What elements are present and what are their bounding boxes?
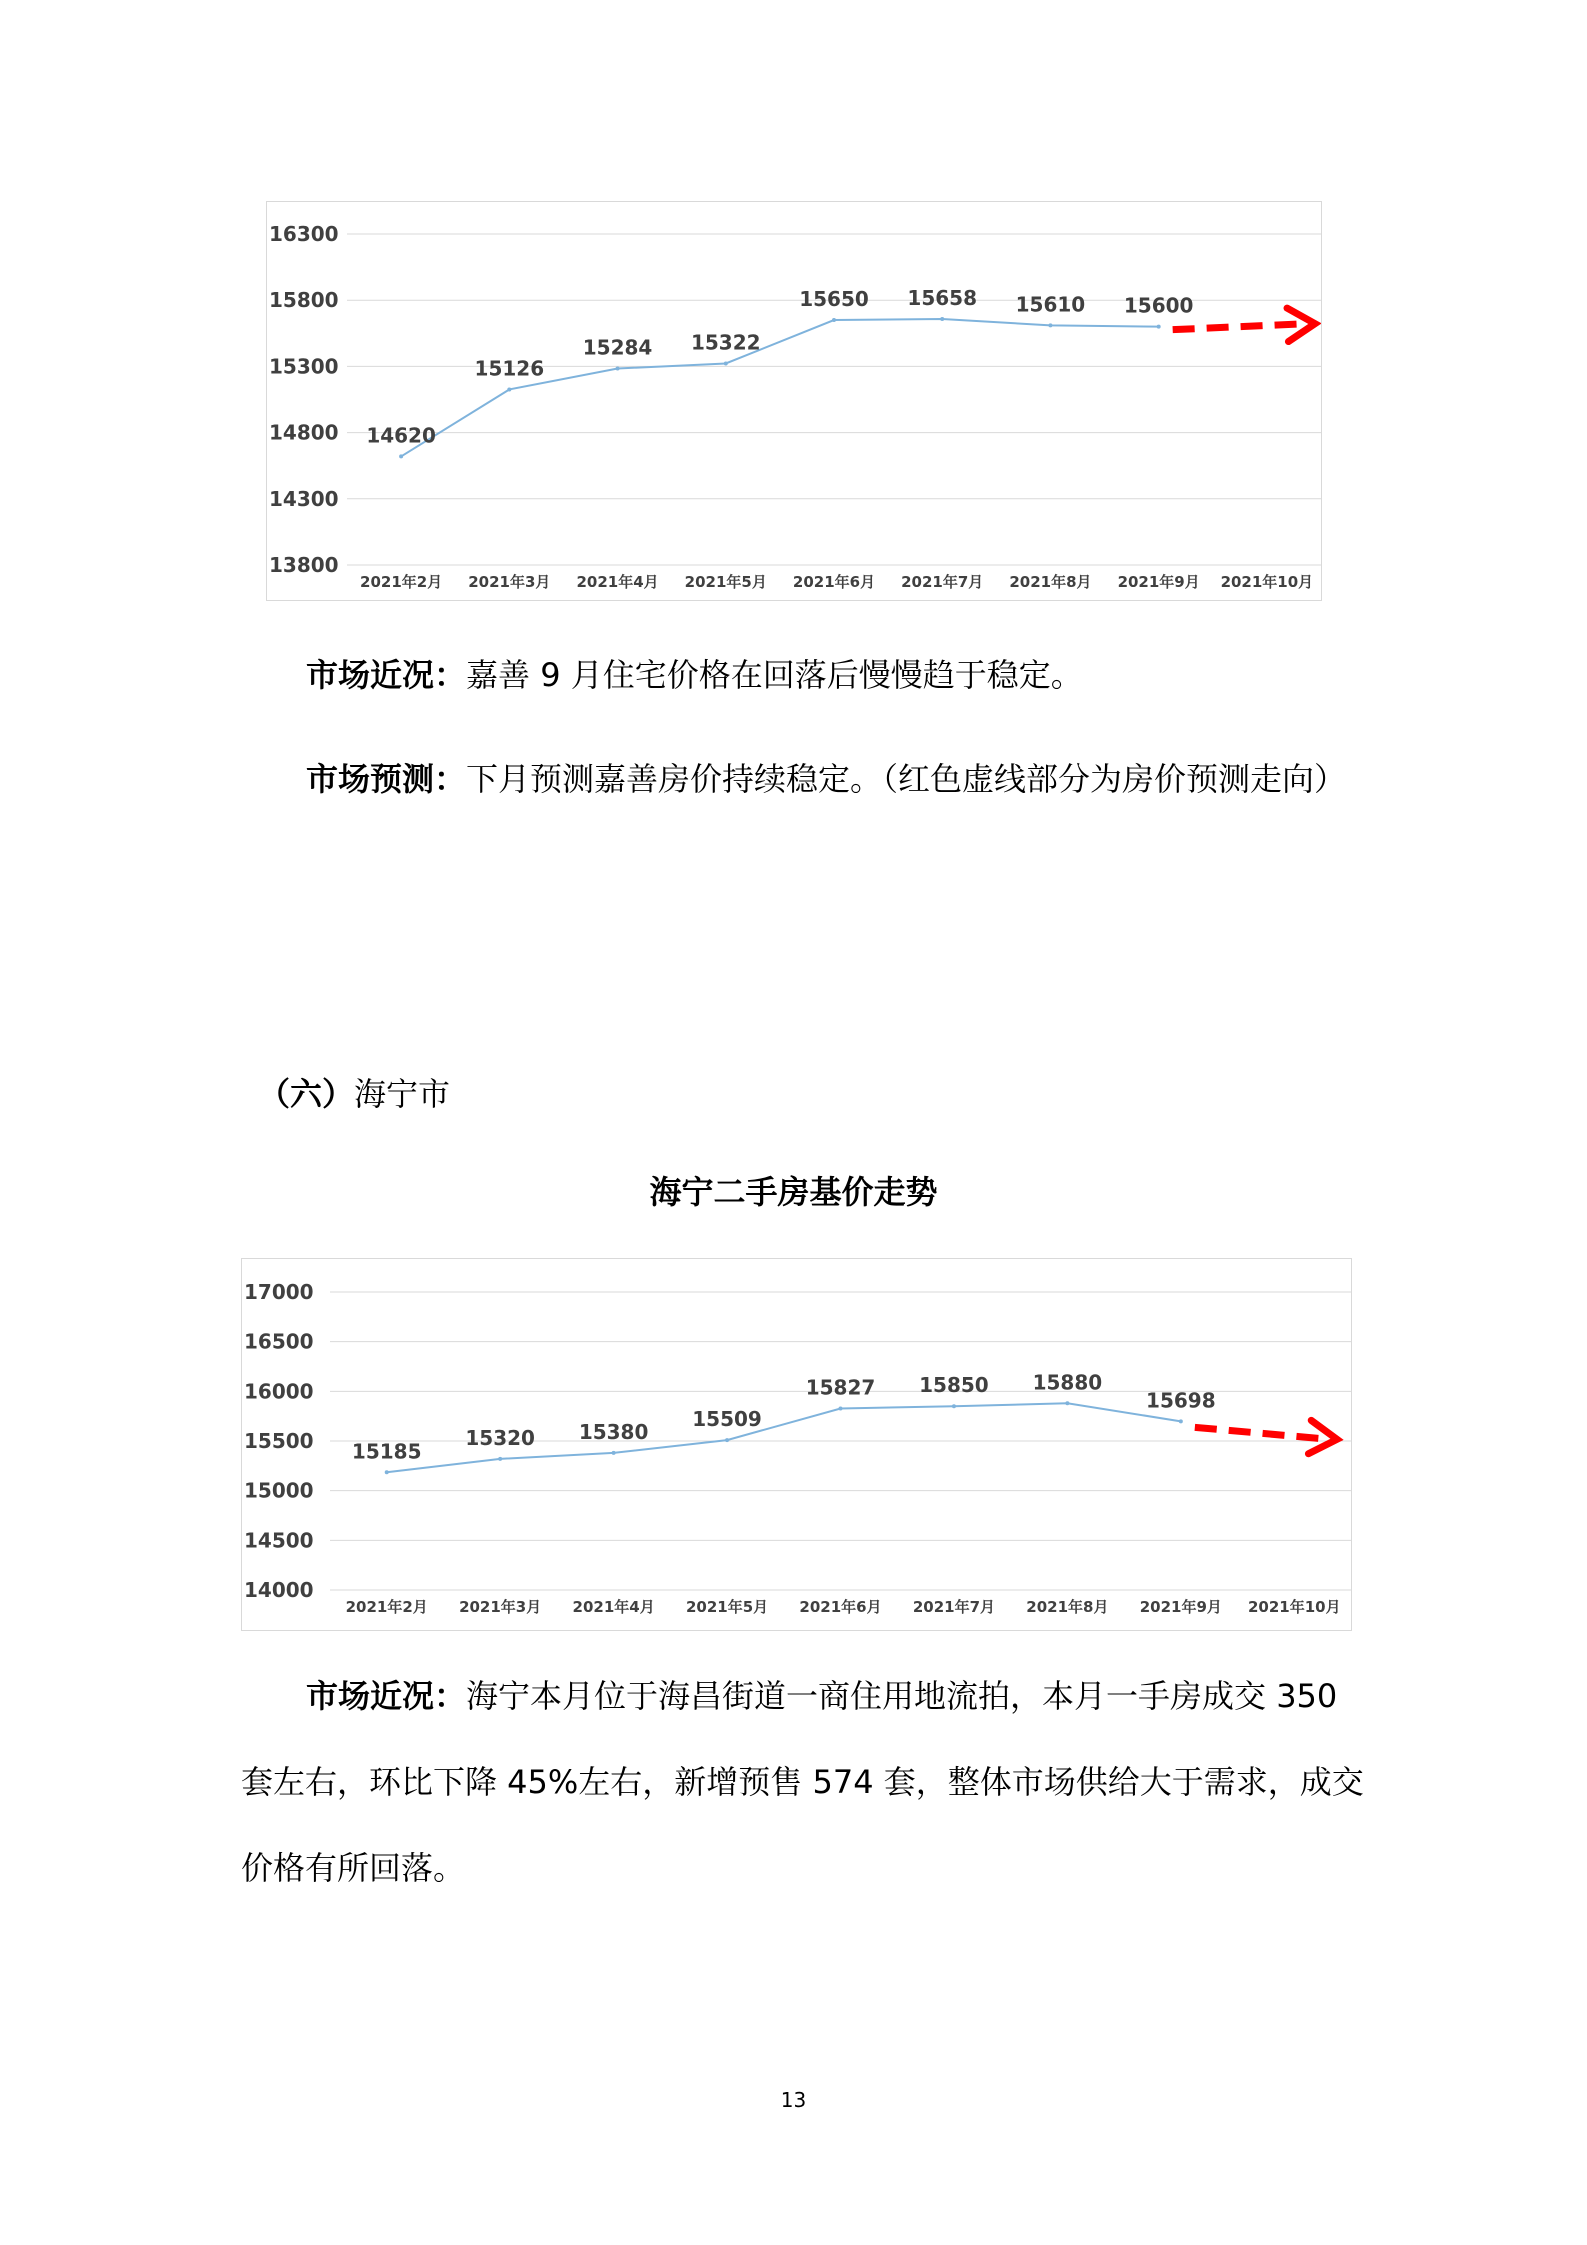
x-tick-label: 2021年7月 — [912, 1598, 996, 1616]
x-tick-label: 2021年10月 — [1247, 1598, 1341, 1616]
data-label: 15658 — [907, 286, 978, 311]
haining-chart-svg — [242, 1259, 1351, 1630]
data-label: 15698 — [1146, 1388, 1216, 1413]
data-point — [1157, 325, 1161, 329]
x-tick-label: 2021年3月 — [468, 573, 551, 591]
data-point — [724, 361, 728, 365]
y-tick-label: 15300 — [269, 354, 339, 379]
haining-status-line1 — [306, 1676, 1337, 1716]
forecast-dashed-line — [1173, 324, 1307, 330]
jiashan-forecast-paragraph — [306, 759, 1346, 799]
jiashan-status-text: 嘉善 9 月住宅价格在回落后慢慢趋于稳定。 — [466, 656, 1083, 694]
data-point — [385, 1470, 389, 1474]
x-tick-label: 2021年8月 — [1009, 573, 1092, 591]
x-tick-label: 2021年8月 — [1026, 1598, 1109, 1616]
data-label: 15284 — [582, 335, 653, 360]
haining-status-line2: 套左右，环比下降 45%左右，新增预售 574 套，整体市场供给大于需求，成交 — [241, 1763, 1364, 1801]
data-label: 15827 — [805, 1375, 876, 1400]
data-label: 15126 — [474, 356, 545, 381]
x-tick-label: 2021年10月 — [1220, 573, 1314, 591]
data-label: 15880 — [1032, 1370, 1103, 1395]
y-tick-label: 14300 — [269, 486, 339, 511]
y-tick-label: 15800 — [269, 288, 339, 313]
haining-status-label: 市场近况： — [306, 1677, 467, 1715]
section-name: 海宁市 — [354, 1075, 451, 1113]
data-label: 15185 — [351, 1439, 422, 1464]
data-label: 15380 — [578, 1419, 649, 1444]
section-number: （六） — [258, 1075, 355, 1113]
y-tick-label: 14500 — [244, 1528, 314, 1553]
jiashan-status-label: 市场近况： — [306, 656, 467, 694]
x-tick-label: 2021年9月 — [1117, 573, 1200, 591]
y-tick-label: 17000 — [244, 1280, 314, 1304]
data-point — [1048, 323, 1052, 327]
data-point — [1065, 1401, 1069, 1405]
jiashan-forecast-text: 下月预测嘉善房价持续稳定。（红色虚线部分为房价预测走向） — [466, 760, 1347, 798]
data-point — [616, 367, 620, 371]
haining-price-chart — [241, 1258, 1352, 1631]
jiashan-chart-svg — [267, 202, 1321, 600]
data-label: 15322 — [690, 330, 761, 355]
x-tick-label: 2021年6月 — [792, 573, 876, 591]
x-tick-label: 2021年2月 — [360, 573, 443, 591]
x-tick-label: 2021年6月 — [799, 1598, 882, 1616]
haining-chart-title: 海宁二手房基价走势 — [649, 1173, 938, 1211]
data-point — [1179, 1419, 1183, 1423]
y-tick-label: 15500 — [244, 1429, 314, 1453]
haining-status-text-1: 海宁本月位于海昌街道一商住用地流拍，本月一手房成交 350 — [466, 1677, 1338, 1715]
page-number: 13 — [780, 2088, 807, 2112]
data-point — [940, 317, 944, 321]
data-point — [507, 387, 511, 391]
y-tick-label: 16000 — [244, 1379, 314, 1404]
jiashan-forecast-label: 市场预测： — [306, 760, 467, 798]
jiashan-status-paragraph — [306, 655, 1083, 695]
x-tick-label: 2021年9月 — [1139, 1598, 1222, 1616]
x-tick-label: 2021年5月 — [685, 1598, 769, 1616]
data-point — [498, 1457, 502, 1461]
x-tick-label: 2021年4月 — [572, 1598, 655, 1616]
series-line — [401, 319, 1159, 456]
data-point — [399, 454, 403, 458]
data-label: 15600 — [1123, 293, 1194, 318]
y-tick-label: 16500 — [244, 1329, 314, 1354]
data-point — [725, 1438, 729, 1442]
data-point — [952, 1404, 956, 1408]
x-tick-label: 2021年2月 — [345, 1598, 428, 1616]
data-point — [612, 1451, 616, 1455]
y-tick-label: 13800 — [269, 553, 339, 577]
y-tick-label: 16300 — [269, 222, 339, 246]
forecast-dashed-line — [1195, 1427, 1329, 1439]
jiashan-price-chart — [266, 201, 1322, 601]
data-label: 15650 — [799, 287, 869, 312]
x-tick-label: 2021年5月 — [684, 573, 767, 591]
data-point — [839, 1407, 843, 1411]
x-tick-label: 2021年3月 — [459, 1598, 542, 1616]
x-tick-label: 2021年7月 — [901, 573, 984, 591]
haining-status-line3: 价格有所回落。 — [241, 1849, 466, 1887]
data-point — [832, 318, 836, 322]
data-label: 14620 — [366, 423, 436, 448]
y-tick-label: 14000 — [244, 1578, 314, 1602]
data-label: 15850 — [919, 1373, 989, 1398]
y-tick-label: 15000 — [244, 1478, 314, 1503]
data-label: 15320 — [465, 1425, 535, 1450]
section-heading-haining — [258, 1074, 450, 1114]
x-tick-label: 2021年4月 — [576, 573, 659, 591]
y-tick-label: 14800 — [269, 420, 339, 445]
data-label: 15509 — [692, 1407, 762, 1432]
data-label: 15610 — [1015, 292, 1086, 317]
